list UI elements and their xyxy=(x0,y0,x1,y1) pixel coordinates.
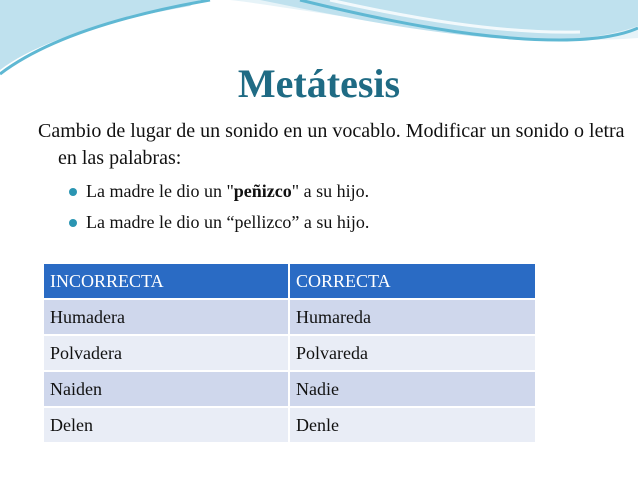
incorrect-cell: Naiden xyxy=(44,371,289,407)
intro-paragraph: Cambio de lugar de un sonido en un vocablo. Modificar un sonido o letra en las palabras: xyxy=(38,120,625,169)
word-comparison-table xyxy=(44,264,537,444)
example-incorrect-word: peñizco xyxy=(233,181,292,201)
bullet-dot-icon xyxy=(69,188,77,196)
bullet-dot-icon xyxy=(69,219,77,227)
correct-cell: Polvareda xyxy=(289,335,536,371)
header-incorrect: INCORRECTA xyxy=(44,264,289,299)
slide-title: Metátesis xyxy=(237,61,401,106)
table-row xyxy=(44,371,536,407)
table-row xyxy=(44,407,536,443)
correct-cell: Denle xyxy=(289,407,536,443)
example-correct xyxy=(69,207,369,238)
example-incorrect-after: " a su hijo. xyxy=(291,181,370,201)
incorrect-cell: Humadera xyxy=(44,299,289,335)
example-list xyxy=(69,176,369,238)
correct-cell: Nadie xyxy=(289,371,536,407)
correct-cell: Humareda xyxy=(289,299,536,335)
example-incorrect xyxy=(69,176,369,207)
incorrect-cell: Polvadera xyxy=(44,335,289,371)
table-row xyxy=(44,299,536,335)
incorrect-cell: Delen xyxy=(44,407,289,443)
example-incorrect-before: La madre le dio un " xyxy=(86,181,234,201)
table-header-row xyxy=(44,264,536,299)
table-row xyxy=(44,335,536,371)
header-correct: CORRECTA xyxy=(289,264,536,299)
example-correct-text: La madre le dio un “pellizco” a su hijo. xyxy=(86,212,370,232)
